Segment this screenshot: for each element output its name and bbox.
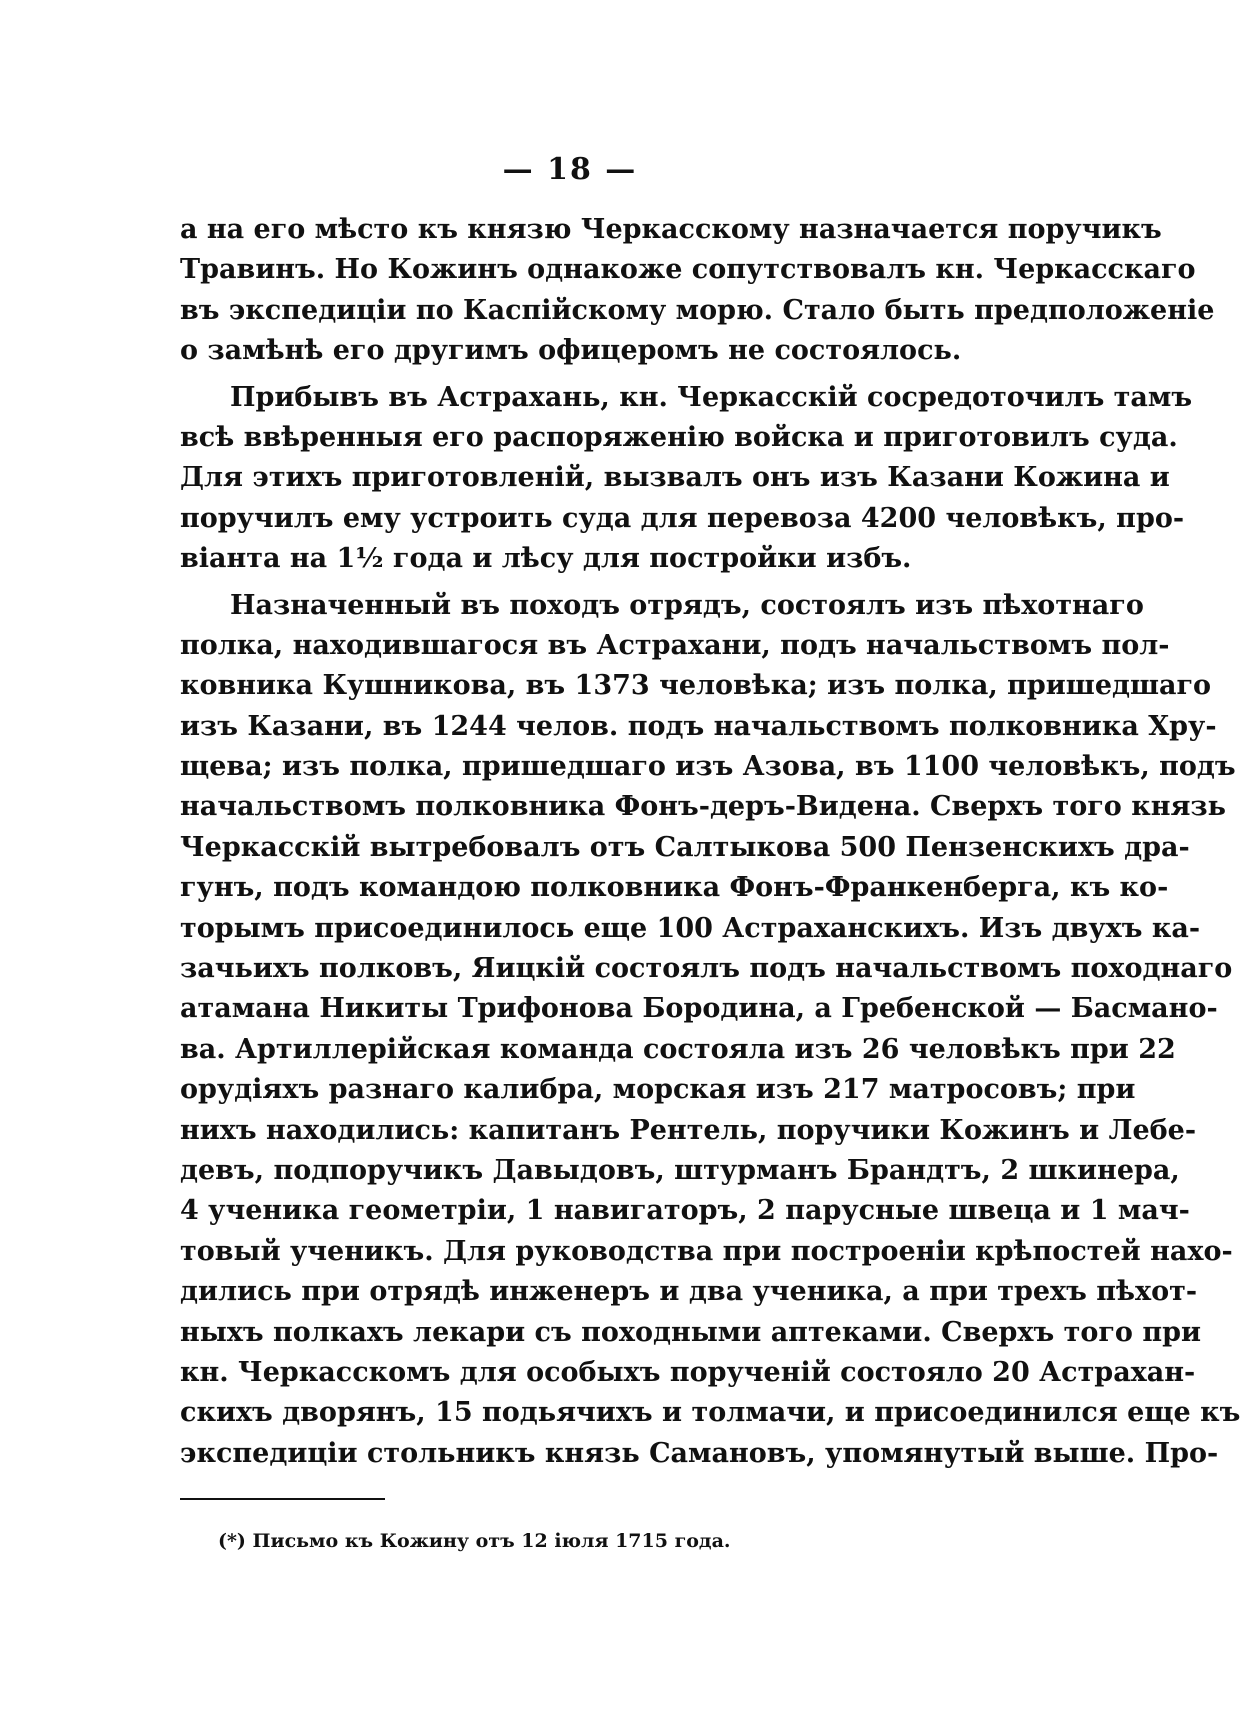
text-line: ва. Артиллерійская команда состояла изъ 26 человѣкъ при 22 xyxy=(180,1033,1176,1065)
text-line: Травинъ. Но Кожинъ однакоже сопутствовалъ кн. Черкасскаго xyxy=(180,254,1196,286)
text-line: нихъ находились: капитанъ Рентель, поручики Кожинъ и Лебе- xyxy=(180,1114,1197,1146)
text-line: о замѣнѣ его другимъ офицеромъ не состоялось. xyxy=(180,335,962,367)
text-line: кн. Черкасскомъ для особыхъ порученій состояло 20 Астрахан- xyxy=(180,1356,1196,1388)
footnote: (*) Письмо къ Кожину отъ 12 іюля 1715 года. xyxy=(218,1530,731,1552)
text-line: девъ, подпоручикъ Давыдовъ, штурманъ Брандтъ, 2 шкинера, xyxy=(180,1154,1180,1186)
paragraph-3 xyxy=(180,586,1240,1475)
text-line: а на его мѣсто къ князю Черкасскому назначается поручикъ xyxy=(180,214,1162,245)
text-line: зачьихъ полковъ, Яицкій состоялъ подъ начальствомъ походнаго xyxy=(180,953,1233,985)
text-line: въ экспедиціи по Каспійскому морю. Стало быть предположеніе xyxy=(180,294,1215,326)
text-line: дились при отрядѣ инженеръ и два ученика, а при трехъ пѣхот- xyxy=(180,1276,1198,1308)
text-line: Прибывъ въ Астрахань, кн. Черкасскій сосредоточилъ тамъ xyxy=(230,381,1193,413)
text-line: всѣ ввѣренныя его распоряженію войска и приготовилъ суда. xyxy=(180,421,1178,453)
paragraph-1 xyxy=(180,210,1215,372)
body-text xyxy=(180,210,1240,1474)
text-line: гунъ, подъ командою полковника Фонъ-Франкенберга, къ ко- xyxy=(180,872,1169,904)
text-line: орудіяхъ разнаго калибра, морская изъ 217 матросовъ; при xyxy=(180,1074,1136,1106)
text-line: щева; изъ полка, пришедшаго изъ Азова, въ 1100 человѣкъ, подъ xyxy=(180,751,1236,783)
paragraph-2 xyxy=(180,378,1193,580)
text-line: экспедиціи стольникъ князь Самановъ, упомянутый выше. Про- xyxy=(180,1437,1219,1469)
text-line: товый ученикъ. Для руководства при построеніи крѣпостей нахо- xyxy=(180,1235,1233,1267)
text-line: Черкасскій вытребовалъ отъ Салтыкова 500 Пензенскихъ дра- xyxy=(180,831,1190,863)
text-line: начальствомъ полковника Фонъ-деръ-Видена. Сверхъ того князь xyxy=(180,791,1226,823)
text-line: торымъ присоединилось еще 100 Астраханскихъ. Изъ двухъ ка- xyxy=(180,912,1201,944)
text-line: ныхъ полкахъ лекари съ походными аптеками. Сверхъ того при xyxy=(180,1316,1202,1348)
text-line: 4 ученика геометріи, 1 навигаторъ, 2 парусные швеца и 1 мач- xyxy=(180,1195,1190,1227)
text-line: изъ Казани, въ 1244 челов. подъ начальствомъ полковника Хру- xyxy=(180,710,1217,742)
text-line: поручилъ ему устроить суда для перевоза 4200 человѣкъ, про- xyxy=(180,502,1185,534)
text-line: ковника Кушникова, въ 1373 человѣка; изъ полка, пришедшаго xyxy=(180,670,1212,702)
text-line: Для этихъ приготовленій, вызвалъ онъ изъ Казани Кожина и xyxy=(180,462,1170,494)
text-line: полка, находившагося въ Астрахани, подъ начальствомъ пол- xyxy=(180,629,1170,661)
text-line: віанта на 1½ года и лѣсу для постройки избъ. xyxy=(180,543,912,575)
text-line: скихъ дворянъ, 15 подьячихъ и толмачи, и присоединился еще къ xyxy=(180,1397,1240,1429)
text-line: Назначенный въ походъ отрядъ, состоялъ изъ пѣхотнаго xyxy=(230,589,1144,621)
page-number: — 18 — xyxy=(502,152,638,187)
footnote-divider xyxy=(180,1498,385,1500)
text-line: атамана Никиты Трифонова Бородина, а Гребенской — Басмано- xyxy=(180,993,1218,1025)
